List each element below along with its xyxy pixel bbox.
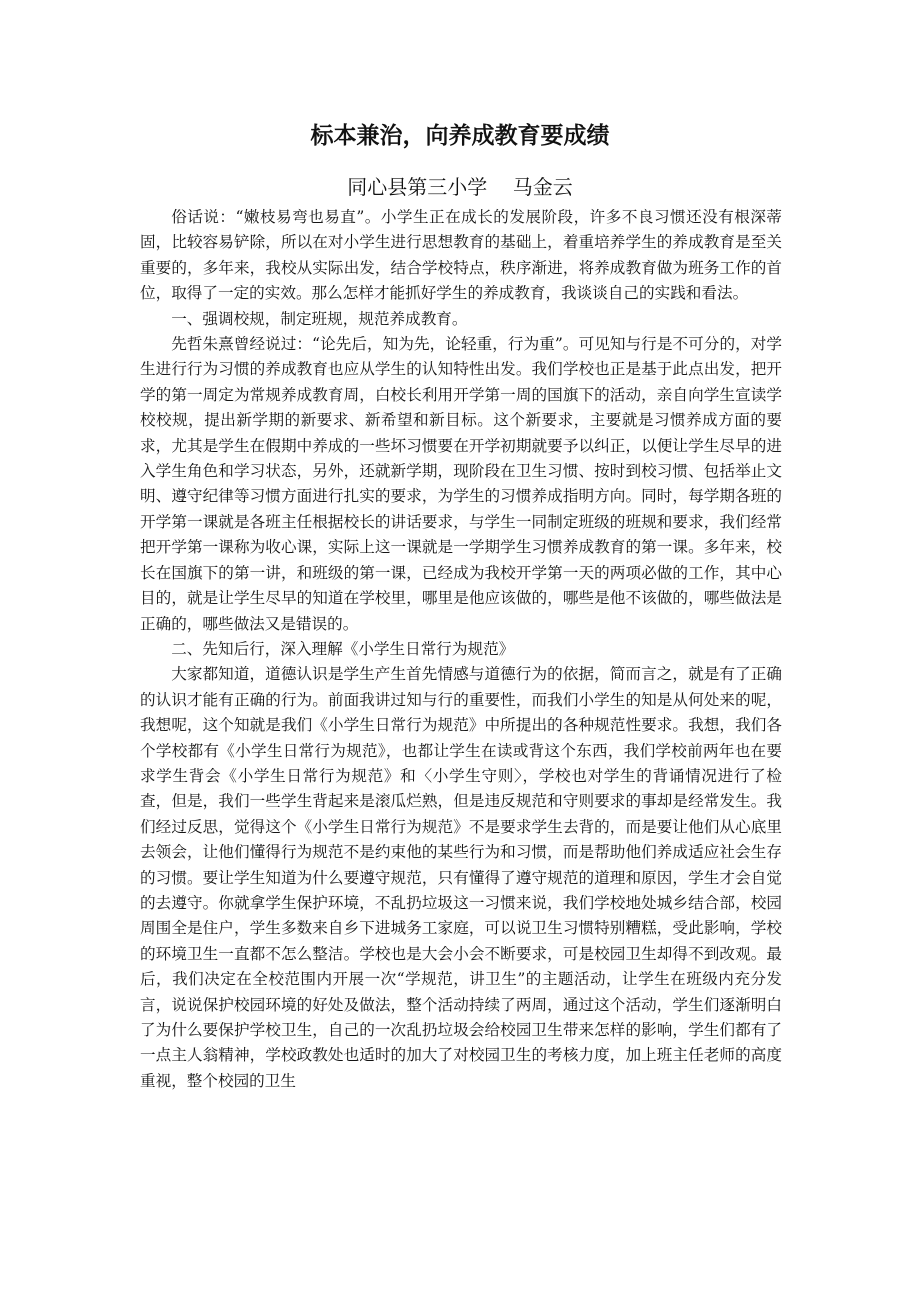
section-heading-2: 二、先知后行，深入理解《小学生日常行为规范》 xyxy=(171,639,515,658)
document-body xyxy=(140,205,782,1285)
paragraph-section-1: 先哲朱熹曾经说过：“论先后，知为先，论轻重，行为重”。可见知与行是不可分的，对学生进行行为习惯的养成教育也应从学生的认知特性出发。我们学校也正是基于此点出发，把开学的第一周定为常规养成教育周，白校长利用开学第一周的国旗下的活动，亲自向学生宣读学校校规，提出新学期的新要求、新希望和新目标。这个新要求，主要就是习惯养成方面的要求，尤其是学生在假期中养成的一些坏习惯要在开学初期就要予以纠正，以便让学生尽早的进入学生角色和学习状态，另外，还就新学期，现阶段在卫生习惯、按时到校习惯、包括举止文明、遵守纪律等习惯方面进行扎实的要求，为学生的习惯养成指明方向。同时，每学期各班的开学第一课就是各班主任根据校长的讲话要求，与学生一同制定班级的班规和要求，我们经常把开学第一课称为收心课，实际上这一课就是一学期学生习惯养成教育的第一课。多年来，校长在国旗下的第一讲，和班级的第一课，已经成为我校开学第一天的两项必做的工作，其中心目的，就是让学生尽早的知道在学校里，哪里是他应该做的，哪些是他不该做的，哪些做法是正确的，哪些做法又是错误的。 xyxy=(140,335,782,633)
author-line: 同心县第三小学 马金云 xyxy=(347,175,573,199)
section-heading-1: 一、强调校规，制定班规，规范养成教育。 xyxy=(171,309,468,328)
document-title: 标本兼治，向养成教育要成绩 xyxy=(310,123,610,149)
paragraph-section-2: 大家都知道，道德认识是学生产生首先情感与道德行为的依据，简而言之，就是有了正确的认识才能有正确的行为。前面我讲过知与行的重要性，而我们小学生的知是从何处来的呢，我想呢，这个知就是我们《小学生日常行为规范》中所提出的各种规范性要求。我想，我们各个学校都有《小学生日常行为规范》，也都让学生在读或背这个东西，我们学校前两年也在要求学生背会《小学生日常行为规范》和〈小学生守则〉，学校也对学生的背诵情况进行了检查，但是，我们一些学生背起来是滚瓜烂熟，但是违反规范和守则要求的事却是经常发生。我们经过反思，觉得这个《小学生日常行为规范》不是要求学生去背的，而是要让他们从心底里去领会，让他们懂得行为规范不是约束他的某些行为和习惯，而是帮助他们养成适应社会生存的习惯。要让学生知道为什么要遵守规范，只有懂得了遵守规范的道理和原因，学生才会自觉的去遵守。你就拿学生保护环境，不乱扔垃圾这一习惯来说，我们学校地处城乡结合部，校园周围全是住户，学生多数来自乡下进城务工家庭，可以说卫生习惯特别糟糕，受此影响，学校的环境卫生一直都不怎么整洁。学校也是大会小会不断要求，可是校园卫生却得不到改观。最后，我们决定在全校范围内开展一次“学规范，讲卫生”的主题活动，让学生在班级内充分发言，说说保护校园环境的好处及做法，整个活动持续了两周，通过这个活动，学生们逐渐明白了为什么要保护学校卫生，自己的一次乱扔垃圾会给校园卫生带来怎样的影响，学生们都有了一点主人翁精神，学校政教处也适时的加大了对校园卫生的考核力度，加上班主任老师的高度重视，整个校园的卫生 xyxy=(140,665,782,1090)
paragraph-intro: 俗话说：“嫩枝易弯也易直”。小学生正在成长的发展阶段，许多不良习惯还没有根深蒂固，比较容易铲除，所以在对小学生进行思想教育的基础上，着重培养学生的养成教育是至关重要的，多年来，我校从实际出发，结合学校特点，秩序渐进，将养成教育做为班务工作的首位，取得了一定的实效。那么怎样才能抓好学生的养成教育，我谈谈自己的实践和看法。 xyxy=(140,208,782,303)
